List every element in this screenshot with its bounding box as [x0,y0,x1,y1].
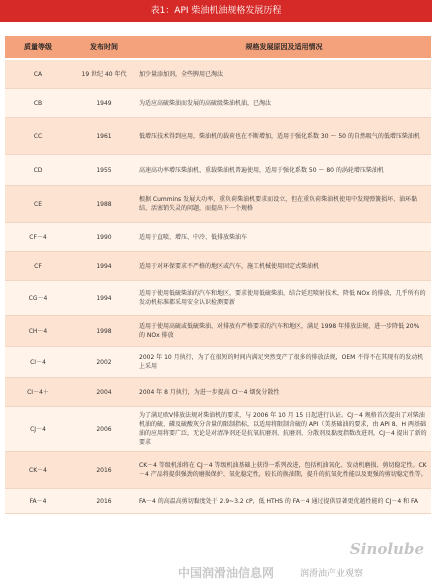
cell-time: 1949 [96,99,112,107]
cell-grade: CH－4 [28,327,48,335]
cell-desc: 高速高功率增压柴油机、重载柴油机普遍使用，适用于强化系数 50 ～ 80 的涡轮增压柴油机 [139,166,384,174]
cell-desc: 适用于对环保要求不严格的地区或汽车，施工机械使用固定式柴油机 [139,262,320,270]
cell-grade: CF [34,262,42,270]
cell-grade: CB [33,99,43,107]
cell-time: 1990 [96,233,112,241]
header-grade: 质量等级 [24,43,52,51]
cell-time: 1988 [96,200,112,208]
cell-grade: CC [33,132,43,140]
cell-grade: CJ－4 [30,425,46,433]
cell-time: 19 世纪 40 年代 [81,70,127,78]
cell-time: 1994 [96,262,112,270]
table-row [5,489,431,514]
table-row [5,452,431,489]
cell-desc: 适用于使用高硫或低硫柴油、对排放有严格要求的汽车和地区，满足 1998 年排放法规，进一步降低 20% 的 NOx 排放 [139,323,420,339]
cell-time: 1961 [96,132,112,140]
cell-time: 2004 [96,388,112,396]
cell-desc: 适用于直喷、增压、中冷、低排放柴油车 [139,233,248,241]
table-row [5,186,431,223]
cell-grade: CI－4＋ [27,388,49,396]
table-row [5,378,431,407]
table-body [5,60,431,514]
cell-time: 2006 [96,425,112,433]
table-row [5,118,431,155]
table-row [5,407,431,452]
cell-time: 1998 [96,327,112,335]
cell-grade: FA－4 [29,497,47,505]
table-row [5,155,431,186]
table-title: 表1：API 柴油机油规格发展历程 [0,0,432,22]
table-row [5,252,431,281]
cell-desc: 根据 Cummins 发展大功率，重负荷柴油机要求而设立，但在重负荷柴油机使用中发现弹簧损坏、油环黏结、活塞销失灵的问题，而提出下一个规格 [139,196,418,212]
cell-time: 1994 [96,294,112,302]
table-row [5,60,431,89]
header-desc: 规格发展原因及适用情况 [245,43,323,51]
table-row [5,89,431,118]
cell-desc: 低增压技术得到应用，柴油机的载荷也在不断增加，适用于强化系数 30 ～ 50 的自然吸气的低增压柴油机 [139,132,420,140]
table-header [5,36,431,58]
cell-time: 1955 [96,166,112,174]
cell-grade: CF－4 [29,233,47,241]
cell-desc: CK－4 等级机油将在 CJ－4 等级机油基础上获得一系列改进，包括机油氧化、发动机磨损、剪切稳定性。CK－4 产品将提供强劲的磨损保护、氧化稳定性，较长的换油期，提升的抗氧化性能以及更强的剪切稳定性等。 [139,462,427,478]
watermark-account: 润滑油产业观察 [300,569,364,579]
cell-desc: 为了满足欧Ⅴ排放法规对柴油机的要求，与 2006 年 10 月 15 日起进行认证。CJ－4 规格首次提出了对柴油机油的硫、磷及硫酸灰分含量的限制指标，以适用将限制含硫的 API（美基础油的要求，由 API 8、H 两基础油的应用将要广泛，无论是对清净剂还是抗氧抗磨剂、抗磨剂、分散剂及黏度指数改进剂，CJ－4 提出了新的要求 [139,412,427,446]
watermark-logo: Sinolube [349,540,424,558]
cell-time: 2016 [96,466,112,474]
table-row [5,316,431,347]
cell-grade: CI－4 [30,358,46,366]
cell-desc: FA－4 的高温高剪切黏度处于 2.9~3.2 cP，低 HTHS 的 FA－4 通过提供显著更优越性能的 CJ－4 和 FA [139,497,419,505]
watermark-site: 中国润滑油信息网 [178,566,275,580]
cell-time: 2002 [96,358,112,366]
cell-desc: 为适应高硫柴油而发展的高硫级柴油机油，已淘汰 [139,99,272,107]
table-row [5,347,431,378]
cell-grade: CD [33,166,43,174]
cell-grade: CA [33,70,43,78]
cell-grade: CG－4 [28,294,48,302]
cell-grade: CE [34,200,42,208]
cell-time: 2016 [96,497,112,505]
cell-desc: 加少量添加剂，全些脾用已淘汰 [139,70,224,78]
table-row [5,281,431,316]
cell-desc: 适用于使用低硫柴油的汽车和地区，要求使用低硫柴油，结合延迟喷射技术，降低 NOx 的排放，几乎所有的发动机标准都采用安全认识检测要新 [139,290,426,306]
table-row [5,223,431,252]
cell-grade: CK－4 [29,466,47,474]
cell-desc: 2004 年 8 月执行，为进一步提高 CI－4 烟炱分散性 [139,388,280,396]
cell-desc: 2002 年 10 月执行，为了在很短的时间内满足突然变产了很多的排放法规，OEM 不得不在其现有的发动机上采用 [139,354,424,370]
header-time: 发布时间 [90,43,118,51]
